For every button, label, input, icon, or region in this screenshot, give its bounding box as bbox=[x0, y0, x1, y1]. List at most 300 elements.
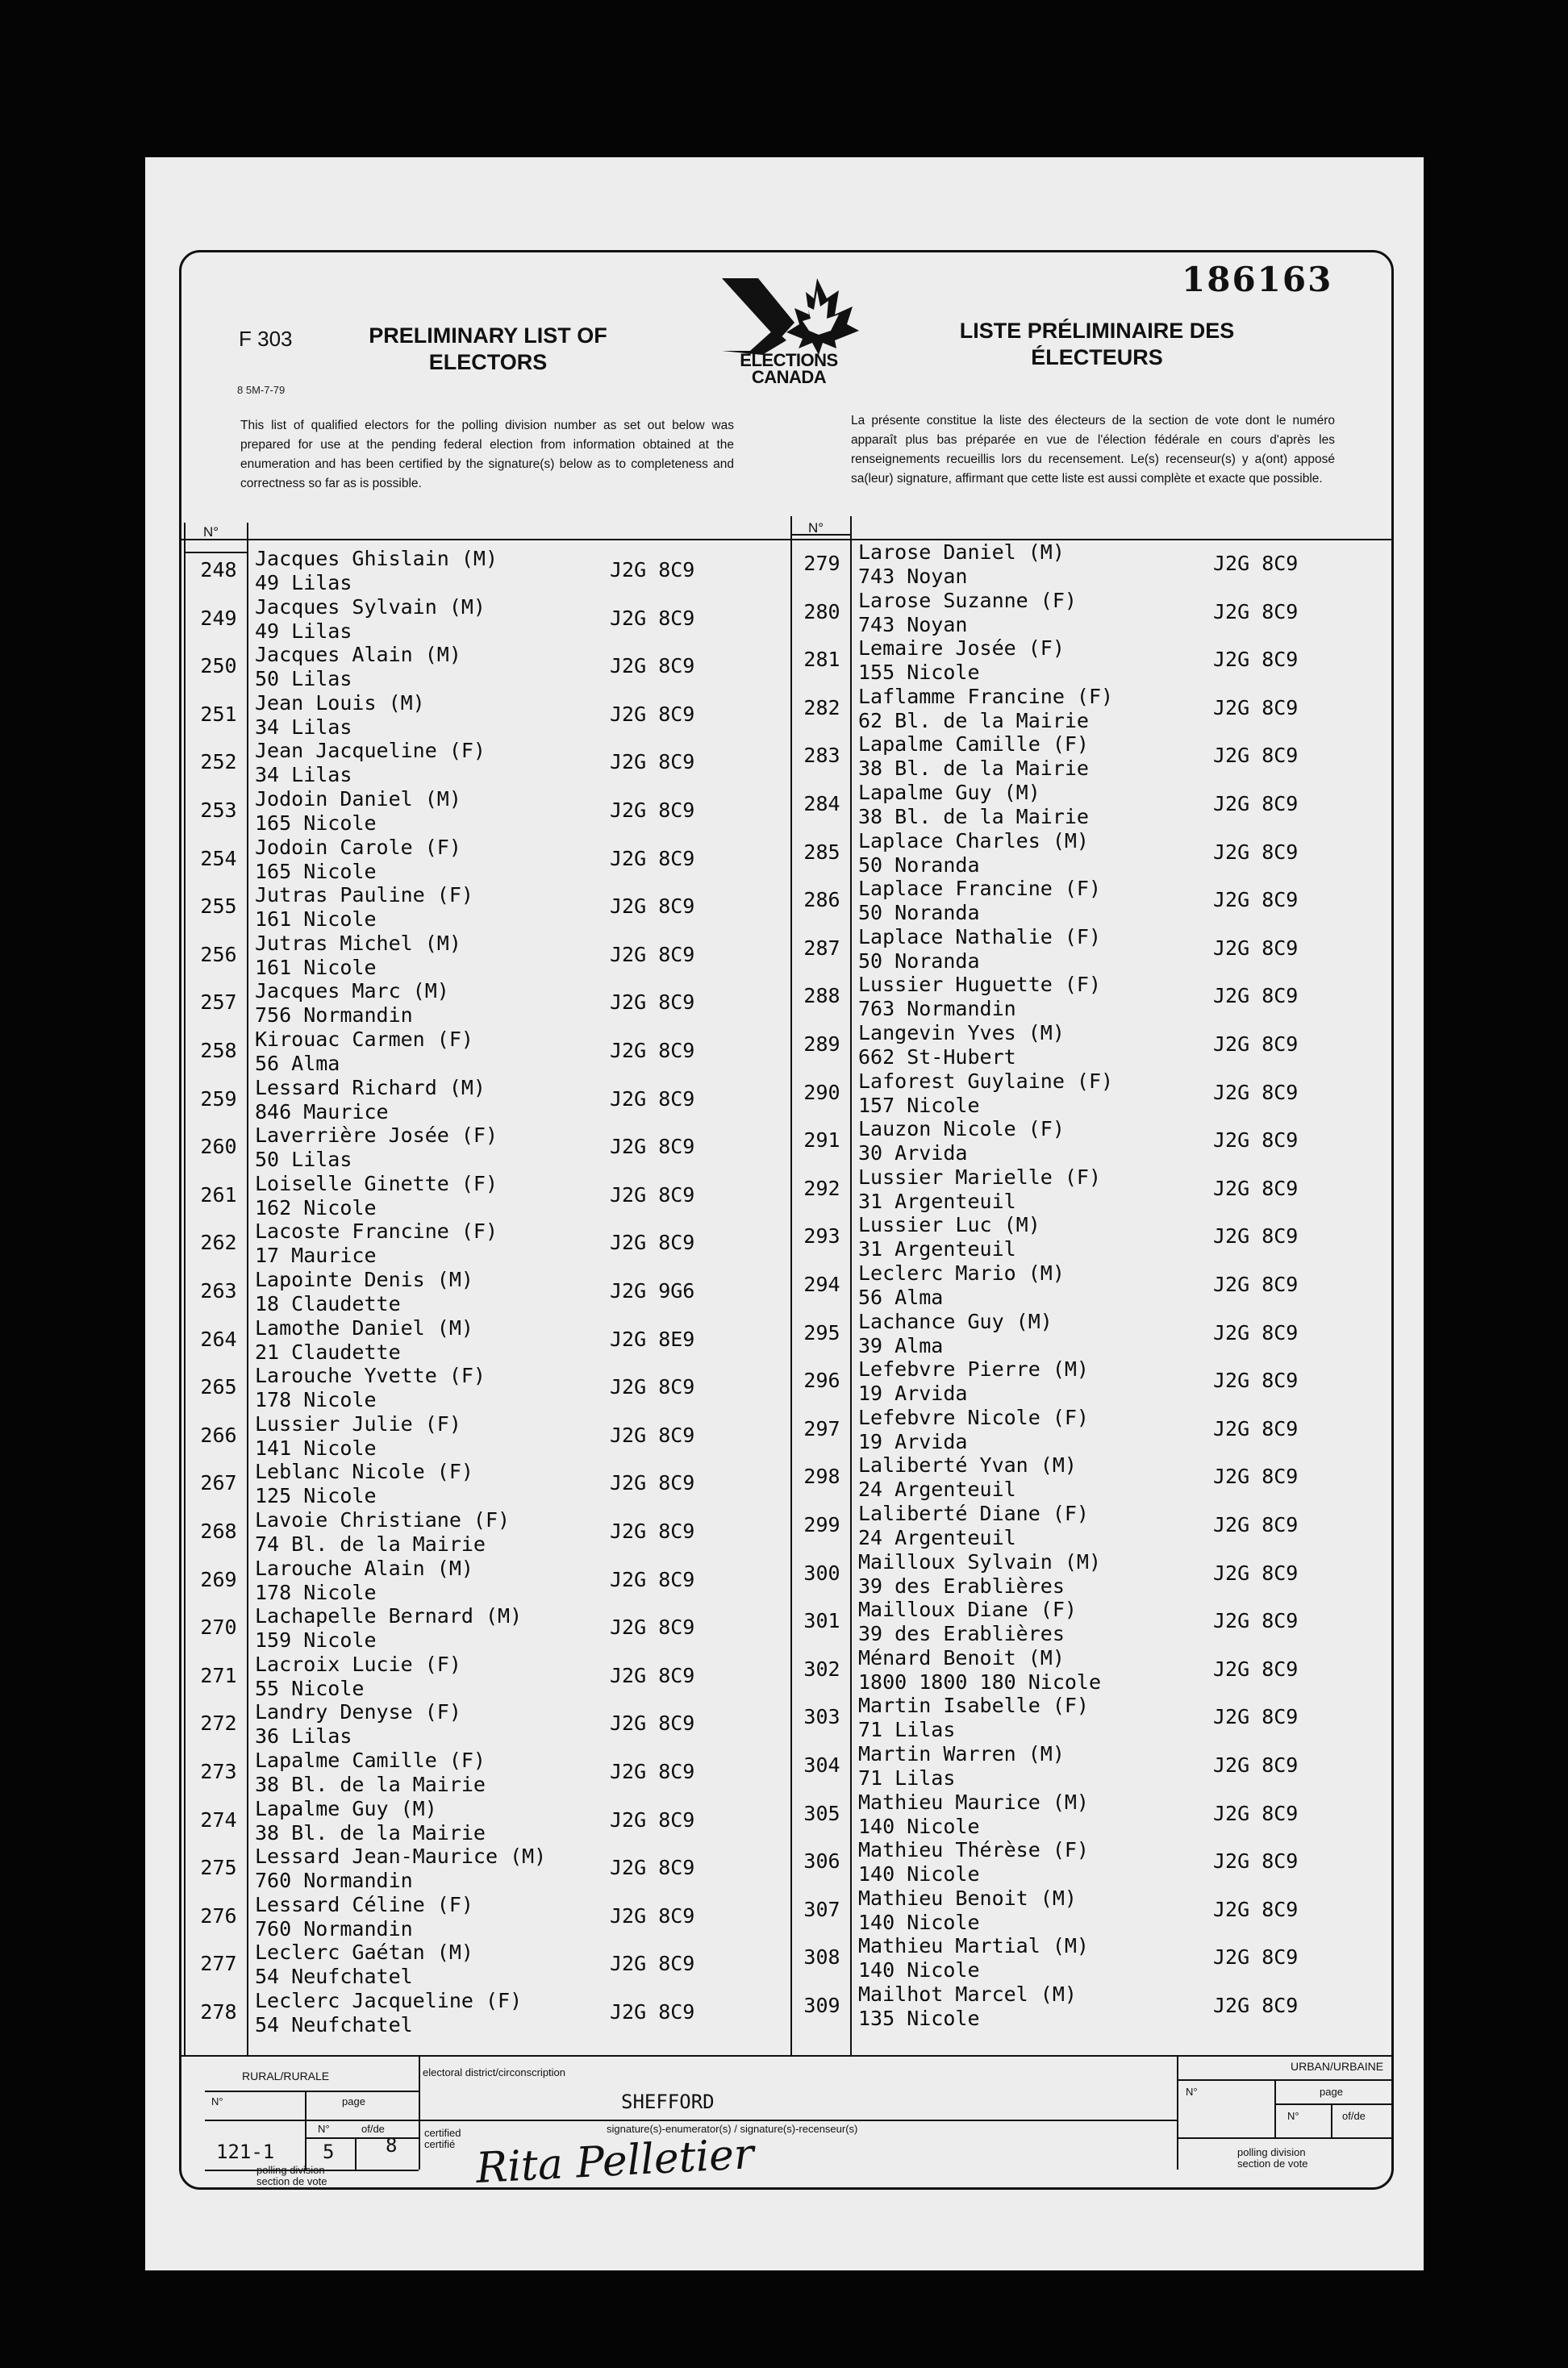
urban-polling-division-label bbox=[1237, 2147, 1307, 2170]
elector-row bbox=[794, 590, 1358, 639]
footer-urban-page-divider bbox=[1274, 2079, 1276, 2137]
elector-name: Lussier Marielle (F) bbox=[858, 1165, 1102, 1189]
elector-address: 34 Lilas bbox=[255, 763, 352, 787]
elector-postal-code: J2G 8C9 bbox=[610, 1807, 695, 1832]
title-french-line1: LISTE PRÉLIMINAIRE DES bbox=[959, 319, 1235, 343]
elector-row bbox=[794, 1645, 1358, 1696]
elector-postal-code: J2G 8C9 bbox=[610, 1567, 695, 1591]
elector-number: 285 bbox=[803, 840, 840, 864]
elector-number: 297 bbox=[803, 1416, 840, 1440]
elector-row bbox=[190, 1702, 755, 1750]
elector-row bbox=[794, 1888, 1358, 1937]
elector-number: 277 bbox=[200, 1952, 237, 1976]
elector-row bbox=[794, 1311, 1358, 1360]
elector-number: 290 bbox=[803, 1080, 840, 1104]
elector-number: 281 bbox=[803, 648, 840, 672]
elector-number: 275 bbox=[200, 1856, 237, 1880]
elector-name: Leclerc Mario (M) bbox=[858, 1261, 1065, 1285]
intro-text-french: La présente constitue la liste des électeurs de la section de vote dont le numéro apparaît plus bas préparée en vue de l'élection fédérale en cours d'après les renseignements recueillis lors du recensement. Le(s) recenseur(s) y a(ont) apposé sa(leur) signature, affirmant que cette liste est aussi complète et exacte que possible. bbox=[851, 414, 1335, 486]
elector-row bbox=[190, 1846, 755, 1895]
elector-postal-code: J2G 8C9 bbox=[1213, 1176, 1299, 1200]
elector-name: Mathieu Benoit (M) bbox=[858, 1886, 1077, 1910]
elector-name: Laflamme Francine (F) bbox=[858, 684, 1114, 708]
elector-postal-code: J2G 8C9 bbox=[1213, 1897, 1299, 1921]
table-top-rule bbox=[179, 539, 1394, 540]
elector-number: 276 bbox=[200, 1903, 237, 1928]
elector-postal-code: J2G 8C9 bbox=[610, 990, 695, 1015]
elector-name: Kirouac Carmen (F) bbox=[255, 1028, 473, 1051]
elector-number: 289 bbox=[803, 1032, 840, 1056]
page-total: 8 bbox=[386, 2134, 398, 2157]
enumerator-signature: Rita Pelletier bbox=[474, 2130, 756, 2193]
footer-urban-of-divider bbox=[1331, 2103, 1332, 2137]
elector-row bbox=[794, 1840, 1358, 1888]
elector-address: 34 Lilas bbox=[255, 715, 352, 739]
elector-row bbox=[794, 686, 1358, 735]
elector-postal-code: J2G 8C9 bbox=[1213, 1416, 1299, 1440]
elector-postal-code: J2G 8C9 bbox=[1213, 1080, 1299, 1104]
elector-address: 165 Nicole bbox=[255, 811, 377, 835]
elector-address: 157 Nicole bbox=[858, 1093, 980, 1117]
elector-row bbox=[190, 594, 755, 645]
elector-name: Lessard Céline (F) bbox=[255, 1892, 473, 1916]
elector-name: Leblanc Nicole (F) bbox=[255, 1460, 473, 1484]
elector-number: 256 bbox=[200, 942, 237, 966]
elector-name: Loiselle Ginette (F) bbox=[255, 1171, 498, 1195]
elector-name: Jacques Ghislain (M) bbox=[255, 547, 498, 570]
left-number-header: N° bbox=[203, 524, 219, 540]
polling-division-label-en: polling division bbox=[256, 2164, 325, 2176]
rural-no-small: N° bbox=[318, 2123, 330, 2135]
elector-row bbox=[190, 1942, 755, 1991]
elector-row bbox=[794, 1023, 1358, 1071]
elector-address: 18 Claudette bbox=[255, 1292, 401, 1315]
elector-name: Laliberté Diane (F) bbox=[858, 1502, 1089, 1525]
urban-no-label: N° bbox=[1186, 2086, 1198, 2098]
title-english bbox=[339, 323, 637, 376]
elector-postal-code: J2G 8C9 bbox=[610, 894, 695, 919]
elector-postal-code: J2G 8C9 bbox=[1213, 648, 1299, 672]
elector-number: 274 bbox=[200, 1807, 237, 1832]
elector-number: 300 bbox=[803, 1561, 840, 1585]
elector-address: 74 Bl. de la Mairie bbox=[255, 1532, 486, 1556]
elector-row bbox=[190, 1750, 755, 1799]
elector-name: Lachance Guy (M) bbox=[858, 1309, 1053, 1333]
elector-number: 248 bbox=[200, 558, 237, 582]
elector-address: 125 Nicole bbox=[255, 1484, 377, 1508]
elector-name: Jodoin Carole (F) bbox=[255, 835, 461, 859]
district-label: electoral district/circonscription bbox=[423, 2066, 566, 2078]
elector-number: 264 bbox=[200, 1327, 237, 1351]
elector-address: 36 Lilas bbox=[255, 1724, 352, 1749]
elector-postal-code: J2G 8C9 bbox=[1213, 984, 1299, 1008]
elector-postal-code: J2G 8C9 bbox=[1213, 1273, 1299, 1296]
elector-name: Lamothe Daniel (M) bbox=[255, 1315, 473, 1340]
logo-line2: CANADA bbox=[751, 367, 827, 387]
elector-address: 50 Noranda bbox=[858, 853, 980, 877]
elector-number: 280 bbox=[803, 599, 840, 623]
middle-column-rule bbox=[790, 516, 792, 2055]
elector-name: Jacques Sylvain (M) bbox=[255, 594, 486, 619]
elector-row bbox=[794, 1215, 1358, 1263]
elector-address: 662 St-Hubert bbox=[858, 1045, 1016, 1069]
urban-polling-division-label-en: polling division bbox=[1237, 2146, 1306, 2158]
footer-urban-bottom-rule bbox=[1177, 2137, 1394, 2139]
elector-postal-code: J2G 8C9 bbox=[610, 1375, 695, 1399]
elector-postal-code: J2G 8C9 bbox=[1213, 1465, 1299, 1489]
district-value: SHEFFORD bbox=[621, 2091, 715, 2113]
elector-row bbox=[794, 1549, 1358, 1600]
elector-address: 50 Lilas bbox=[255, 667, 352, 691]
elector-number: 278 bbox=[200, 2000, 237, 2024]
elector-postal-code: J2G 8C9 bbox=[610, 1182, 695, 1207]
elector-address: 55 Nicole bbox=[255, 1676, 365, 1700]
elector-address: 31 Argenteuil bbox=[858, 1237, 1016, 1261]
elector-row bbox=[190, 1315, 755, 1366]
elector-postal-code: J2G 8E9 bbox=[610, 1327, 695, 1351]
elector-number: 279 bbox=[803, 552, 840, 575]
elector-address: 846 Maurice bbox=[255, 1099, 389, 1124]
elector-name: Jutras Pauline (F) bbox=[255, 883, 473, 907]
elector-row bbox=[794, 1167, 1358, 1215]
elector-name: Larose Suzanne (F) bbox=[858, 588, 1077, 612]
elector-name: Laplace Francine (F) bbox=[858, 877, 1102, 901]
logo-line1: ELECTIONS bbox=[740, 350, 838, 370]
elector-row bbox=[794, 638, 1358, 686]
elector-address: 760 Normandin bbox=[255, 1869, 413, 1893]
elector-postal-code: J2G 8C9 bbox=[610, 798, 695, 822]
elector-row bbox=[190, 1892, 755, 1943]
elector-number: 270 bbox=[200, 1615, 237, 1640]
elector-address: 38 Bl. de la Mairie bbox=[858, 805, 1089, 828]
elector-name: Lemaire Josée (F) bbox=[858, 636, 1065, 661]
elector-address: 140 Nicole bbox=[858, 1862, 980, 1886]
elector-row bbox=[794, 1071, 1358, 1119]
elector-address: 1800 1800 180 Nicole bbox=[858, 1670, 1102, 1694]
polling-division-label bbox=[256, 2165, 327, 2187]
elector-address: 38 Bl. de la Mairie bbox=[858, 757, 1089, 781]
urban-label: URBAN/URBAINE bbox=[1291, 2060, 1384, 2073]
elector-postal-code: J2G 8C9 bbox=[1213, 1032, 1299, 1056]
elector-address: 763 Normandin bbox=[858, 997, 1016, 1021]
elector-address: 71 Lilas bbox=[858, 1718, 956, 1742]
elector-row bbox=[190, 1461, 755, 1510]
elector-number: 298 bbox=[803, 1465, 840, 1489]
elector-row bbox=[794, 1744, 1358, 1792]
elector-postal-code: J2G 8C9 bbox=[610, 606, 695, 630]
elector-name: Laplace Nathalie (F) bbox=[858, 924, 1102, 948]
title-english-line1: PRELIMINARY LIST OF bbox=[369, 323, 607, 348]
elector-name: Lefebvre Pierre (M) bbox=[858, 1357, 1089, 1382]
elector-postal-code: J2G 8C9 bbox=[1213, 1224, 1299, 1249]
elector-postal-code: J2G 8C9 bbox=[1213, 1561, 1299, 1585]
elector-postal-code: J2G 8C9 bbox=[1213, 1945, 1299, 1970]
elector-address: 50 Lilas bbox=[255, 1148, 352, 1172]
elector-row bbox=[794, 1503, 1358, 1552]
certified-label-fr: certifié bbox=[424, 2138, 456, 2150]
elector-postal-code: J2G 8C9 bbox=[610, 1471, 695, 1495]
rural-of-label: of/de bbox=[361, 2123, 385, 2135]
elector-number: 295 bbox=[803, 1320, 840, 1345]
elector-address: 159 Nicole bbox=[255, 1628, 377, 1653]
elector-number: 305 bbox=[803, 1801, 840, 1825]
elector-number: 249 bbox=[200, 606, 237, 630]
urban-polling-division-label-fr: section de vote bbox=[1237, 2157, 1308, 2170]
elector-postal-code: J2G 8C9 bbox=[610, 702, 695, 726]
elector-row bbox=[794, 974, 1358, 1023]
elector-number: 307 bbox=[803, 1897, 840, 1921]
elector-postal-code: J2G 8C9 bbox=[610, 1856, 695, 1880]
elector-address: 39 des Erablières bbox=[858, 1574, 1065, 1598]
polling-division-number: 121-1 bbox=[216, 2141, 275, 2163]
elector-address: 161 Nicole bbox=[255, 907, 377, 932]
elector-address: 39 Alma bbox=[858, 1333, 944, 1357]
elector-number: 282 bbox=[803, 695, 840, 719]
elector-address: 54 Neufchatel bbox=[255, 1965, 413, 1989]
elector-number: 284 bbox=[803, 792, 840, 815]
elector-row bbox=[190, 885, 755, 933]
elector-address: 743 Noyan bbox=[858, 612, 968, 636]
elector-name: Lavoie Christiane (F) bbox=[255, 1508, 511, 1532]
elector-address: 135 Nicole bbox=[858, 2007, 980, 2030]
elector-number: 258 bbox=[200, 1039, 237, 1062]
footer-urban-page-rule bbox=[1274, 2103, 1394, 2105]
elector-address: 50 Noranda bbox=[858, 948, 980, 973]
elector-address: 141 Nicole bbox=[255, 1436, 377, 1460]
elector-address: 178 Nicole bbox=[255, 1580, 377, 1604]
elector-name: Jean Jacqueline (F) bbox=[255, 739, 486, 763]
elector-address: 62 Bl. de la Mairie bbox=[858, 708, 1089, 732]
elector-row bbox=[794, 542, 1358, 590]
elector-address: 162 Nicole bbox=[255, 1195, 377, 1219]
elector-postal-code: J2G 8C9 bbox=[610, 750, 695, 774]
elector-number: 269 bbox=[200, 1567, 237, 1591]
elector-name: Jacques Marc (M) bbox=[255, 979, 449, 1003]
rural-no-label: N° bbox=[211, 2095, 223, 2107]
elector-number: 251 bbox=[200, 702, 237, 726]
logo-wordmark bbox=[708, 352, 869, 386]
page-number: 5 bbox=[323, 2141, 335, 2163]
elector-number: 296 bbox=[803, 1369, 840, 1393]
elector-name: Larose Daniel (M) bbox=[858, 540, 1065, 564]
elector-postal-code: J2G 8C9 bbox=[610, 1423, 695, 1447]
elector-row bbox=[190, 1991, 755, 2039]
elector-number: 273 bbox=[200, 1760, 237, 1783]
elector-name: Martin Warren (M) bbox=[858, 1742, 1065, 1766]
elector-number: 261 bbox=[200, 1182, 237, 1207]
elector-number: 304 bbox=[803, 1753, 840, 1777]
elector-name: Larouche Yvette (F) bbox=[255, 1364, 486, 1388]
elector-postal-code: J2G 8C9 bbox=[610, 846, 695, 870]
elector-postal-code: J2G 8C9 bbox=[1213, 744, 1299, 768]
elector-number: 257 bbox=[200, 990, 237, 1015]
elector-number: 287 bbox=[803, 936, 840, 960]
elector-row bbox=[190, 1269, 755, 1318]
elector-address: 17 Maurice bbox=[255, 1244, 377, 1268]
footer-rural-page-rule bbox=[305, 2137, 419, 2139]
elector-postal-code: J2G 8C9 bbox=[1213, 1320, 1299, 1345]
title-english-line2: ELECTORS bbox=[428, 350, 548, 374]
elector-address: 71 Lilas bbox=[858, 1766, 956, 1790]
elector-postal-code: J2G 8C9 bbox=[1213, 1849, 1299, 1874]
elector-postal-code: J2G 8C9 bbox=[610, 1903, 695, 1928]
elector-number: 266 bbox=[200, 1423, 237, 1447]
elector-number: 250 bbox=[200, 654, 237, 678]
elector-address: 50 Noranda bbox=[858, 901, 980, 925]
elector-number: 292 bbox=[803, 1176, 840, 1200]
elector-postal-code: J2G 8C9 bbox=[1213, 1128, 1299, 1153]
elector-name: Jutras Michel (M) bbox=[255, 931, 461, 955]
elector-row bbox=[794, 924, 1358, 975]
elector-postal-code: J2G 8C9 bbox=[610, 1039, 695, 1062]
elector-address: 38 Bl. de la Mairie bbox=[255, 1820, 486, 1845]
elector-name: Laverrière Josée (F) bbox=[255, 1124, 498, 1148]
elector-postal-code: J2G 8C9 bbox=[610, 1952, 695, 1976]
elector-row bbox=[794, 878, 1358, 927]
footer-district-divider bbox=[419, 2055, 420, 2170]
elector-name: Lapalme Camille (F) bbox=[858, 732, 1089, 757]
elector-name: Mathieu Thérèse (F) bbox=[858, 1838, 1089, 1862]
elector-address: 56 Alma bbox=[255, 1052, 340, 1075]
elector-address: 54 Neufchatel bbox=[255, 2013, 413, 2037]
left-edge-column-rule bbox=[184, 523, 186, 2055]
elector-row bbox=[190, 1365, 755, 1414]
elector-name: Laplace Charles (M) bbox=[858, 828, 1089, 853]
elector-address: 21 Claudette bbox=[255, 1340, 401, 1364]
elector-row bbox=[190, 1654, 755, 1703]
elector-address: 19 Arvida bbox=[858, 1382, 968, 1406]
elector-name: Lussier Luc (M) bbox=[858, 1213, 1040, 1237]
elector-row bbox=[190, 690, 755, 741]
elector-name: Lapalme Camille (F) bbox=[255, 1749, 486, 1772]
elector-address: 49 Lilas bbox=[255, 571, 352, 594]
elector-row bbox=[190, 1171, 755, 1222]
elector-address: 743 Noyan bbox=[858, 565, 968, 588]
elector-number: 255 bbox=[200, 894, 237, 919]
elector-row bbox=[190, 548, 755, 597]
elector-number: 299 bbox=[803, 1513, 840, 1536]
footer-rural-rule bbox=[205, 2091, 419, 2092]
signature-label: signature(s)-enumerator(s) / signature(s)-recenseur(s) bbox=[607, 2123, 858, 2135]
elector-postal-code: J2G 8C9 bbox=[1213, 599, 1299, 623]
elector-row bbox=[190, 1796, 755, 1847]
elector-number: 265 bbox=[200, 1375, 237, 1399]
footer-top-rule bbox=[179, 2055, 1394, 2057]
elector-address: 56 Alma bbox=[858, 1286, 944, 1309]
elector-postal-code: J2G 8C9 bbox=[610, 1231, 695, 1255]
elector-row bbox=[190, 981, 755, 1029]
elector-address: 155 Nicole bbox=[858, 661, 980, 685]
elector-address: 19 Arvida bbox=[858, 1429, 968, 1453]
elector-postal-code: J2G 8C9 bbox=[1213, 1369, 1299, 1393]
elector-name: Landry Denyse (F) bbox=[255, 1700, 461, 1724]
elector-row bbox=[190, 644, 755, 693]
elector-postal-code: J2G 8C9 bbox=[1213, 840, 1299, 864]
elector-address: 165 Nicole bbox=[255, 859, 377, 883]
elector-row bbox=[794, 782, 1358, 831]
rural-label: RURAL/RURALE bbox=[242, 2070, 330, 2082]
footer-rural-divider bbox=[305, 2091, 307, 2170]
elector-name: Laforest Guylaine (F) bbox=[858, 1069, 1114, 1093]
elector-name: Larouche Alain (M) bbox=[255, 1556, 473, 1580]
elector-number: 293 bbox=[803, 1224, 840, 1249]
elector-number: 288 bbox=[803, 984, 840, 1008]
elector-address: 24 Argenteuil bbox=[858, 1526, 1016, 1549]
elector-row bbox=[190, 1125, 755, 1174]
title-french-line2: ÉLECTEURS bbox=[1031, 345, 1163, 369]
elector-postal-code: J2G 8C9 bbox=[610, 1086, 695, 1111]
elector-postal-code: J2G 8C9 bbox=[1213, 1753, 1299, 1777]
footer-urban-rule bbox=[1177, 2079, 1394, 2081]
elector-number: 306 bbox=[803, 1849, 840, 1874]
elector-postal-code: J2G 8C9 bbox=[1213, 792, 1299, 815]
elector-name: Mathieu Maurice (M) bbox=[858, 1790, 1089, 1814]
title-french bbox=[911, 318, 1282, 371]
elector-number: 272 bbox=[200, 1711, 237, 1736]
elector-number: 286 bbox=[803, 888, 840, 912]
elector-row bbox=[794, 1984, 1358, 2032]
elector-postal-code: J2G 8C9 bbox=[1213, 1513, 1299, 1536]
elector-name: Mailhot Marcel (M) bbox=[858, 1982, 1077, 2006]
elector-name: Mailloux Sylvain (M) bbox=[858, 1549, 1102, 1574]
elector-postal-code: J2G 8C9 bbox=[1213, 1994, 1299, 2017]
elector-postal-code: J2G 8C9 bbox=[1213, 552, 1299, 575]
elector-name: Lessard Richard (M) bbox=[255, 1075, 486, 1099]
elector-name: Lessard Jean-Maurice (M) bbox=[255, 1845, 547, 1869]
elector-number: 254 bbox=[200, 846, 237, 870]
elector-name: Martin Isabelle (F) bbox=[858, 1694, 1089, 1718]
elector-number: 267 bbox=[200, 1471, 237, 1495]
elector-name: Lussier Huguette (F) bbox=[858, 973, 1102, 997]
elector-postal-code: J2G 8C9 bbox=[1213, 1657, 1299, 1681]
elector-row bbox=[794, 828, 1358, 879]
elector-postal-code: J2G 8C9 bbox=[610, 1760, 695, 1783]
elector-address: 140 Nicole bbox=[858, 1814, 980, 1838]
elector-number: 253 bbox=[200, 798, 237, 822]
elector-number: 294 bbox=[803, 1273, 840, 1296]
intro-text-english: This list of qualified electors for the polling division number as set out below was prepared for use at the pending federal election from information obtained at the enumeration and has been certified by the signature(s) below as to completeness and correctness so far as is possible. bbox=[240, 419, 734, 490]
polling-division-label-fr: section de vote bbox=[256, 2175, 327, 2187]
urban-of-label: of/de bbox=[1342, 2110, 1366, 2122]
elector-address: 38 Bl. de la Mairie bbox=[255, 1773, 486, 1796]
elector-address: 31 Argenteuil bbox=[858, 1189, 1016, 1213]
elector-number: 291 bbox=[803, 1128, 840, 1153]
elector-postal-code: J2G 8C9 bbox=[1213, 1705, 1299, 1729]
elector-number: 262 bbox=[200, 1231, 237, 1255]
elector-name: Mathieu Martial (M) bbox=[858, 1934, 1089, 1958]
elector-row bbox=[794, 1936, 1358, 1984]
elector-address: 760 Normandin bbox=[255, 1916, 413, 1941]
elector-address: 161 Nicole bbox=[255, 955, 377, 979]
elector-name: Laliberté Yvan (M) bbox=[858, 1453, 1077, 1478]
elector-row bbox=[190, 1606, 755, 1654]
elector-postal-code: J2G 8C9 bbox=[610, 1520, 695, 1543]
elector-row bbox=[190, 837, 755, 886]
elector-row bbox=[190, 740, 755, 789]
elector-name: Lussier Julie (F) bbox=[255, 1411, 461, 1436]
elector-number: 302 bbox=[803, 1657, 840, 1681]
form-code: 8 5M-7-79 bbox=[237, 384, 286, 396]
footer-rural-row-rule bbox=[205, 2120, 419, 2121]
elector-name: Mailloux Diane (F) bbox=[858, 1598, 1077, 1622]
elector-name: Ménard Benoit (M) bbox=[858, 1645, 1065, 1670]
elector-postal-code: J2G 8C9 bbox=[1213, 936, 1299, 960]
elector-number: 259 bbox=[200, 1086, 237, 1111]
elector-address: 140 Nicole bbox=[858, 1958, 980, 1982]
elector-name: Jacques Alain (M) bbox=[255, 643, 461, 667]
elector-row bbox=[190, 1075, 755, 1126]
elector-number: 260 bbox=[200, 1135, 237, 1159]
